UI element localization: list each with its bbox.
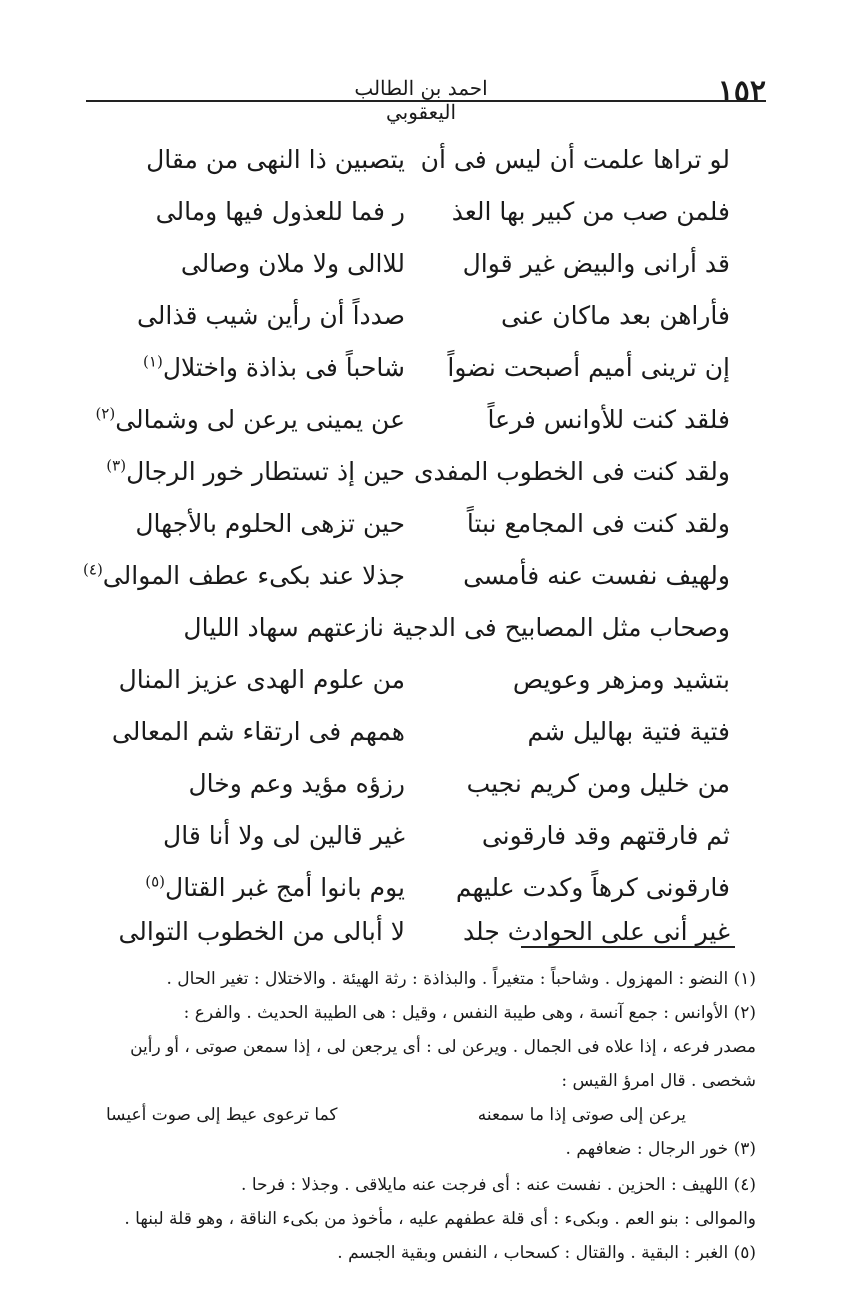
verse-12 [90, 710, 730, 766]
verse-1 [90, 138, 730, 194]
footnote-5: (٥) الغبر : البقية . والقتال : كسحاب ، النفس وبقية الجسم . [337, 1243, 756, 1263]
hemistich-text: جذلا عند بكىء عطف الموالى [102, 561, 405, 590]
footnote-ref: (١) [143, 352, 163, 371]
hemistich-first: ولقد كنت فى المجامع نبتاً [466, 509, 730, 538]
quoted-verse [66, 1102, 756, 1132]
hemistich-second: يتصبين ذا النهى من مقال [146, 145, 405, 174]
footnote-2-cont: مصدر فرعه ، إذا علاه فى الجمال . ويرعن لى : أى يرجعن لى ، إذا سمعن صوتى ، أو رأين [130, 1037, 756, 1057]
hemistich-first: غير أنى على الحوادث جلد [462, 917, 730, 946]
hemistich-first: فلقد كنت للأوانس فرعاً [487, 405, 730, 434]
hemistich-first: لو تراها علمت أن ليس فى أن [420, 145, 730, 174]
footnote-ref: (٢) [95, 404, 116, 423]
verse-10 [90, 606, 730, 662]
verse-13 [90, 762, 730, 818]
quote-first-hemistich: يرعن إلى صوتى إذا ما سمعنه [477, 1105, 686, 1125]
footnote-4-cont: والموالى : بنو العم . وبكىء : أى قلة عطفهم عليه ، مأخوذ من بكىء الناقة ، وهو قلة لبنها . [124, 1209, 756, 1229]
running-head [86, 70, 766, 124]
page-number: ١٥٢ [717, 74, 766, 109]
footnote-2-cont: شخصى . قال امرؤ القيس : [561, 1071, 756, 1091]
footnote-2: (٢) الأوانس : جمع آنسة ، وهى طيبة النفس ، وقيل : هى الطيبة الحديث . والفرع : [183, 1003, 756, 1023]
hemistich-first: ثم فارقتهم وقد فارقونى [481, 821, 730, 850]
hemistich-second: غير قالين لى ولا أنا قال [163, 821, 405, 850]
running-title: احمد بن الطالب اليعقوبي [354, 76, 488, 124]
quote-second-hemistich: كما ترعوى عيط إلى صوت أعيسا [106, 1105, 338, 1125]
hemistich-second: للاالى ولا ملان وصالى [180, 249, 405, 278]
hemistich-second: همهم فى ارتقاء شم المعالى [111, 717, 405, 746]
hemistich-text: يوم بانوا أمج غبر القتال [165, 873, 405, 902]
hemistich-text: عن يمينى يرعن لى وشمالى [115, 405, 405, 434]
verse-2 [90, 190, 730, 246]
header-rule [86, 100, 766, 102]
verse-4 [90, 294, 730, 350]
hemistich-first: قد أرانى والبيض غير قوال [462, 249, 730, 278]
hemistich-second: من علوم الهدى عزيز المنال [118, 665, 405, 694]
footnote-4: (٤) اللهيف : الحزين . نفست عنه : أى فرجت عنه مايلاقى . وجذلا : فرحا . [241, 1175, 756, 1195]
hemistich-first: ولقد كنت فى الخطوب المفدى [413, 457, 730, 486]
hemistich-second [100, 866, 405, 910]
footnote-rule [521, 946, 735, 948]
hemistich-first: بتشيد ومزهر وعويص [512, 665, 730, 694]
verse-whole-line: وصحاب مثل المصابيح فى الدجية نازعتهم سهاد الليال [183, 613, 730, 642]
verse-5 [90, 346, 730, 402]
footnote-ref: (٣) [106, 456, 127, 475]
verse-7 [90, 450, 730, 506]
hemistich-first: فتية فتية بهاليل شم [527, 717, 730, 746]
hemistich-first: إن ترينى أميم أصبحت نضواً [447, 353, 730, 382]
hemistich-first: ولهيف نفست عنه فأمسى [463, 561, 730, 590]
footnote-ref: (٤) [83, 560, 103, 579]
hemistich-second [100, 346, 405, 390]
verse-16 [90, 910, 730, 966]
hemistich-first: من خليل ومن كريم نجيب [466, 769, 730, 798]
verse-6 [90, 398, 730, 454]
hemistich-second [83, 554, 405, 598]
hemistich-second [95, 398, 405, 442]
verse-3 [90, 242, 730, 298]
footnote-1: (١) النضو : المهزول . وشاحباً : متغيراً . والبذاذة : رثة الهيئة . والاختلال : تغير الحال . [166, 969, 756, 989]
footnote-3: (٣) خور الرجال : ضعافهم . [565, 1139, 756, 1159]
footnote-ref: (٥) [145, 872, 166, 891]
verse-11 [90, 658, 730, 714]
verse-8 [90, 502, 730, 558]
hemistich-second: ر فما للعذول فيها ومالى [155, 197, 405, 226]
hemistich-second: رزؤه مؤيد وعم وخال [188, 769, 405, 798]
hemistich-second: لا أبالى من الخطوب التوالى [118, 917, 405, 946]
hemistich-first: فارقونى كرهاً وكدت عليهم [455, 873, 730, 902]
verse-14 [90, 814, 730, 870]
hemistich-text: شاحباً فى بذاذة واختلال [162, 353, 405, 382]
hemistich-text: حين إذ تستطار خور الرجال [126, 457, 405, 486]
hemistich-second [100, 450, 405, 494]
verse-9 [83, 554, 730, 610]
hemistich-first: فلمن صب من كبير بها العذ [451, 197, 730, 226]
hemistich-first: فأراهن بعد ماكان عنى [501, 301, 730, 330]
hemistich-second: حين تزهى الحلوم بالأجهال [135, 509, 405, 538]
hemistich-second: صدداً أن رأين شيب قذالى [136, 301, 405, 330]
